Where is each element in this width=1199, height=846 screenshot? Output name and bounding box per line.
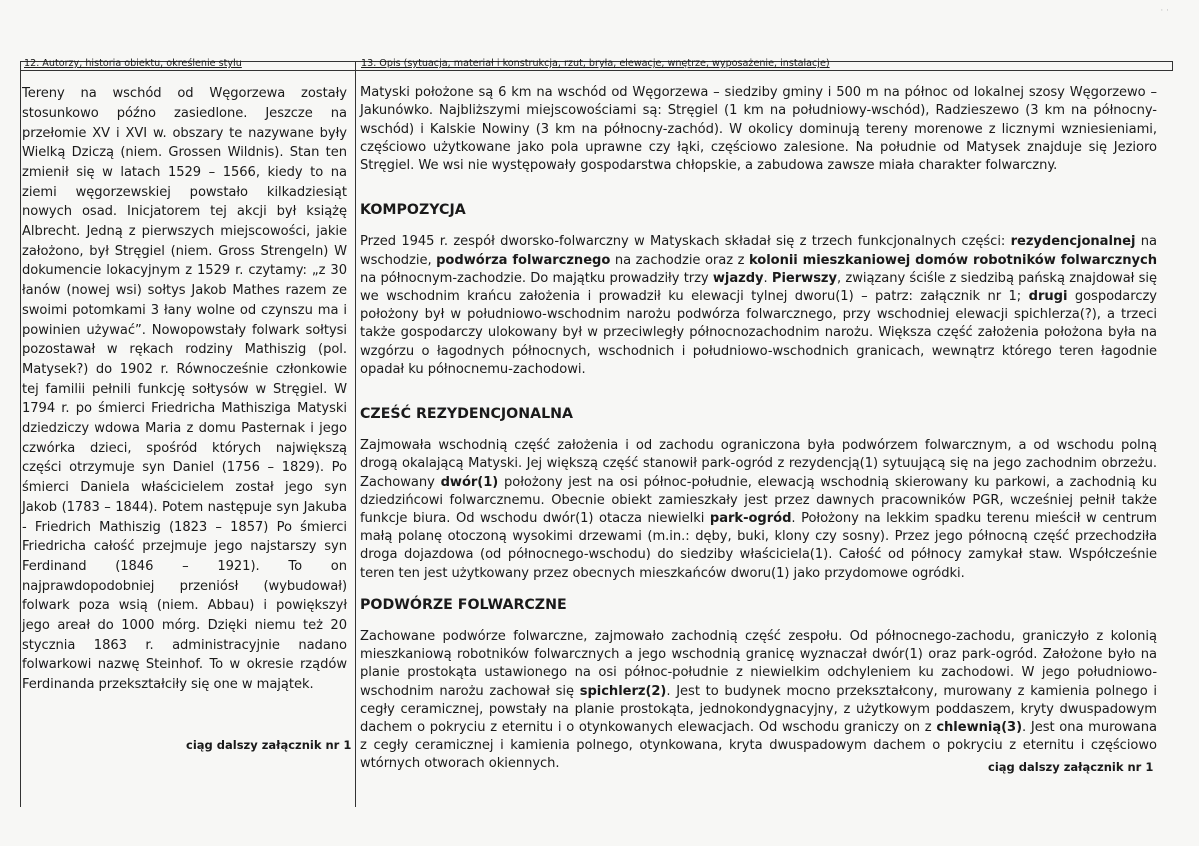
scan-mark: · · — [1160, 6, 1169, 16]
left-column — [22, 71, 347, 708]
composition-text: Przed 1945 r. zespół dworsko-folwarczny w Matyskach składał się z trzech funkcjonalnych części: rezydencjonalnej na wschodzie, podwórza folwarcznego na zachodzie oraz z kolonii mieszkaniowej domów robotników folwarcznych na północnym-zachodzie. Do majątku prowadziły trzy wjazdy. Pierwszy, związany ściśle z siedzibą pańską znajdował się we wschodnim krańcu założenia i prowadził ku elewacji tylnej dworu(1) – patrz: załącznik nr 1; drugi gospodarczy położony był w południowo-wschodnim narożu podwórza folwarcznego, przy wschodniej elewacji spichlerza(?), a trzeci także gospodarczy ulokowany był w przeciwległy północnozachodnim narożu. Większa część założenia położona była na wzgórzu o łagodnych północnych, wschodnich i południowo-wschodnich granicach, wewnątrz którego teren łagodnie opadał ku północnemu-zachodowi. — [360, 234, 1158, 377]
right-column-header: 13. Opis (sytuacja, materiał i konstrukcja, rzut, bryła, elewacje, wnętrze, wyposażenie, instalacje) — [361, 58, 830, 69]
composition-title: KOMPOZYCJA — [360, 202, 466, 219]
right-column — [360, 71, 1157, 787]
left-continued-note: ciąg dalszy załącznik nr 1 — [186, 738, 352, 752]
history-text: Tereny na wschód od Węgorzewa zostały stosunkowo późno zasiedlone. Jeszcze na przełomie XV i XVI w. obszary te nazywane były Wielką Dziczą (niem. Grossen Wildnis). Stan ten zmienił się w latach 1529 – 1566, kiedy to na ziemi węgorzewskiej powstało kilkadziesiąt nowych osad. Inicjatorem tej akcji był książę Albrecht. Jedną z pierwszych miejscowości, jakie założono, był Stręgiel (niem. Gross Strengeln) W dokumencie lokacyjnym z 1529 r. czytamy: „z 30 łanów (nowej wsi) sołtys Jakob Mathes razem ze swoimi potomkami 3 łany wolne od czynszu ma i powinien używać”. Nowopowstały folwark sołtysi pozostawał w rękach rodziny Mathiszig (pol. Matysek?) do 1902 r. Równocześnie członkowie tej familii pełnili funkcję sołtysów w Stręgiel. W 1794 r. po śmierci Friedricha Mathisziga Matyski dziedziczy wdowa Maria z domu Pasternak i jego czwórka dzieci, spośród których największą części otrzymuje syn Daniel (1756 – 1829). Po śmierci Daniela właścicielem został jego syn Jakob (1783 – 1844). Potem następuje syn Jakuba - Friedrich Mathiszig (1823 – 1857) Po śmierci Friedricha całość przejmuje jego najstarszy syn Ferdinand (1846 – 1921). To on najprawdopodobniej przeniósł (wybudował) folwark poza wsią (niem. Abbau) i powiększył jego areał do 1000 mórg. Dzięki niemu też 20 stycznia 1863 r. administracyjnie nadano folwarkowi nazwę Steinhof. To w okresie rządów Ferdinanda przekształciły się one w majątek. — [22, 86, 347, 693]
intro-text: Matyski położone są 6 km na wschód od Węgorzewa – siedziby gminy i 500 m na północ od lokalnej szosy Węgorzewo – Jakunówko. Najbliższymi miejscowościami są: Stręgiel (1 km na południowy-wschód), Radzieszewo (3 km na północny-wschód) i Kalskie Nowiny (3 km na północny-zachód). W okolicy dominują tereny morenowe z licznymi wzniesieniami, częściowo użytkowane jako pola uprawne czy łąki, częściowo zalesione. Na południe od Matysek znajduje się Jezioro Stręgiel. We wsi nie występowały gospodarstwa chłopskie, a zabudowa zawsze miała charakter folwarczny. — [360, 85, 1157, 173]
left-border — [20, 61, 21, 807]
residential-text: Zajmowała wschodnią część założenia i od zachodu ograniczona była podwórzem folwarcznym, a od wschodu polną drogą okalającą Matyski. Jej większą część stanowił park-ogród z rezydencją(1) sytuującą się na jego zachodnim obrzeżu. Zachowany dwór(1) położony jest na osi północ-południe, elewacją wschodnią skierowany ku parkowi, a zachodnią ku dziedzińcowi folwarcznemu. Obecnie obiekt zamieszkały jest przez dawnych pracowników PGR, wcześniej pełnił także funkcje biura. Od wschodu dwór(1) otacza niewielki park-ogród. Położony na lekkim spadku terenu mieścił w centrum małą polanę otoczoną wysokimi drzewami (m.in.: dęby, buki, klony czy sosny). Przez jego północną część przechodziła droga dojazdowa (od północnego-wschodu) do siedziby właściciela(1). Całość od północy zamykał staw. Współcześnie teren ten jest użytkowany przez obecnych mieszkańców dworu(1) jako przydomowe ogródki. — [360, 438, 1157, 581]
column-divider — [355, 61, 356, 807]
right-border — [1172, 61, 1173, 71]
residential-title: CZEŚĆ REZYDENCJONALNA — [360, 406, 573, 423]
farmyard-title: PODWÓRZE FOLWARCZNE — [360, 596, 567, 613]
left-column-header: 12. Autorzy, historia obiektu, określenie stylu — [24, 58, 242, 69]
farmyard-text: Zachowane podwórze folwarczne, zajmowało zachodnią część zespołu. Od północnego-zachodu, graniczyło z kolonią mieszkaniową robotników folwarcznych a jego wschodnią granicę wyznaczał dwór(1) oraz park-ogród. Założone było na planie prostokąta ustawionego na osi północ-południe z niewielkim odchyleniem ku zachodowi. W jego południowo-wschodnim narożu zachował się spichlerz(2). Jest to budynek mocno przekształcony, murowany z kamienia polnego i cegły ceramicznej, powstały na planie prostokąta, jednokondygnacyjny, z użytkowym poddaszem, kryty dwuspadowym dachem o pokryciu z eternitu i o otynkowanych elewacjach. Od wschodu graniczy on z chlewnią(3). Jest ona murowana z cegły ceramicznej i kamienia polnego, otynkowana, kryta dwuspadowym dachem o pokryciu z eternitu i częściowo wtórnych otworach okiennych. — [360, 628, 1157, 772]
right-continued-note: ciąg dalszy załącznik nr 1 — [988, 760, 1154, 774]
